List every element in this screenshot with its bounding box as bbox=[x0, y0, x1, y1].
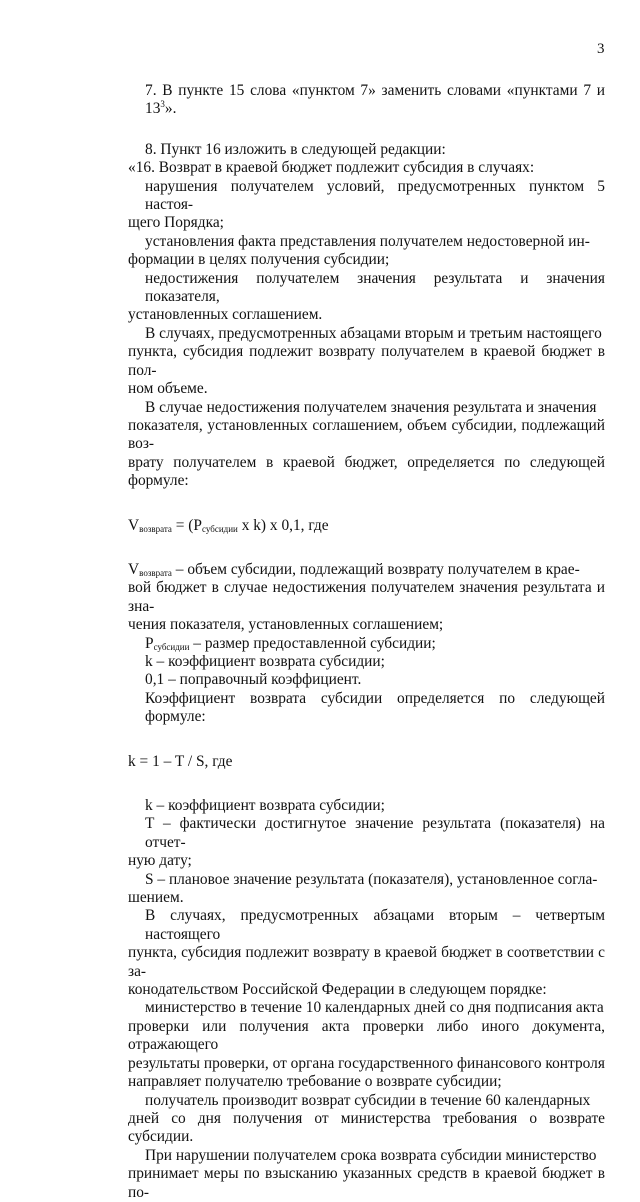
definition-s-line2: шением. bbox=[128, 889, 184, 907]
ministry-step-line1: министерство в течение 10 календарных дней со дня подписания акта bbox=[145, 999, 604, 1017]
full-return-line3: ном объеме. bbox=[128, 380, 208, 398]
item-8: 8. Пункт 16 изложить в следующей редакции: bbox=[145, 140, 446, 158]
partial-return-line2: показателя, установленных соглашением, объем субсидии, подлежащий воз- bbox=[128, 416, 605, 453]
recipient-step-line2: дней со дня получения от министерства требования о возврате субсидии. bbox=[128, 1109, 605, 1146]
partial-return-line1: В случае недостижения получателем значения результата и значения bbox=[145, 398, 597, 416]
violation-line2: принимает меры по взысканию указанных средств в краевой бюджет в по- bbox=[128, 1165, 605, 1201]
definition-t-line2: ную дату; bbox=[128, 852, 192, 870]
case-not-achieved-line2: установленных соглашением. bbox=[128, 306, 323, 324]
definition-s-line1: S – плановое значение результата (показателя), установленное согла- bbox=[145, 870, 598, 888]
return-order-line2: пункта, субсидия подлежит возврату в краевой бюджет в соответствии с за- bbox=[128, 944, 605, 980]
definition-k: k – коэффициент возврата субсидии; bbox=[145, 652, 385, 670]
definition-p: $P_{субсидии}$ – размер предоставленной субсидии; bbox=[145, 634, 436, 652]
case-false-info-line2: формации в целях получения субсидии; bbox=[128, 251, 390, 269]
ministry-step-line4: направляет получателю требование о возврате субсидии; bbox=[128, 1073, 502, 1091]
coefficient-intro: Коэффициент возврата субсидии определяется по следующей формуле: bbox=[145, 689, 605, 726]
ministry-step-line2: проверки или получения акта проверки либо иного документа, отражающего bbox=[128, 1017, 605, 1054]
return-order-line1: В случаях, предусмотренных абзацами вторым – четвертым настоящего bbox=[145, 907, 605, 943]
point-16-heading: «16. Возврат в краевой бюджет подлежит субсидия в случаях: bbox=[128, 159, 535, 177]
case-violation-line1: нарушения получателем условий, предусмотренных пунктом 5 настоя- bbox=[145, 177, 605, 214]
definition-k2: k – коэффициент возврата субсидии; bbox=[145, 797, 385, 814]
definition-correction: 0,1 – поправочный коэффициент. bbox=[145, 671, 362, 689]
page-number: 3 bbox=[597, 41, 605, 57]
definition-v-line2: вой бюджет в случае недостижения получателем значения результата и зна- bbox=[128, 579, 605, 615]
ministry-step-line3: результаты проверки, от органа государственного финансового контроля bbox=[128, 1054, 605, 1072]
recipient-step-line1: получатель производит возврат субсидии в течение 60 календарных bbox=[145, 1091, 591, 1109]
case-violation-line2: щего Порядка; bbox=[128, 214, 224, 232]
full-return-line1: В случаях, предусмотренных абзацами вторым и третьим настоящего bbox=[145, 324, 602, 342]
return-order-line3: конодательством Российской Федерации в следующем порядке: bbox=[128, 981, 547, 999]
formula-coefficient: k = 1 – T / S, где bbox=[128, 752, 233, 770]
item-7: 7. В пункте 15 слова «пунктом 7» заменить словами «пунктами 7 и $13^3$». bbox=[145, 82, 605, 118]
formula-return-volume: $V_{возврата} = (P_{субсидии}$ x k) x 0,1, где bbox=[128, 516, 329, 534]
document-body bbox=[128, 82, 605, 1202]
violation-line1: При нарушении получателем срока возврата субсидии министерство bbox=[145, 1146, 597, 1164]
partial-return-line3: врату получателем в краевой бюджет, определяется по следующей формуле: bbox=[128, 453, 605, 490]
case-false-info-line1: установления факта представления получателем недостоверной ин- bbox=[145, 232, 590, 250]
definition-v-line1: $V_{возврата}$ – объем субсидии, подлежащий возврату получателем в крае- bbox=[128, 560, 580, 578]
definition-v-line3: чения показателя, установленных соглашением; bbox=[128, 616, 444, 634]
case-not-achieved-line1: недостижения получателем значения результата и значения показателя, bbox=[145, 269, 605, 306]
definition-t-line1: T – фактически достигнутое значение результата (показателя) на отчет- bbox=[145, 815, 605, 851]
full-return-line2: пункта, субсидия подлежит возврату получателем в краевой бюджет в пол- bbox=[128, 343, 605, 379]
